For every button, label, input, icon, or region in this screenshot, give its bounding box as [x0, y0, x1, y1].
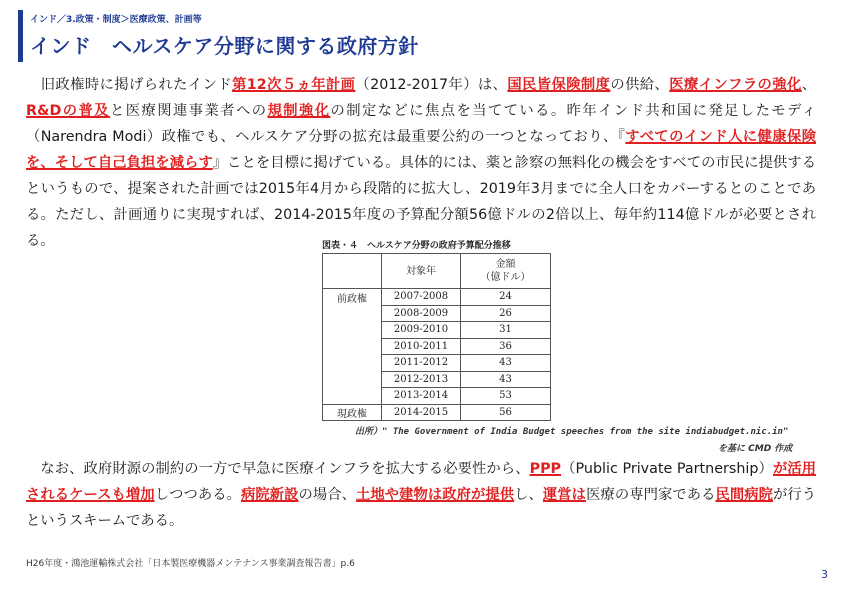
- text-segment: しつつある。: [154, 487, 241, 503]
- header-amount-label: 金額: [495, 259, 516, 270]
- highlighted-phrase: 医療インフラの強化: [669, 77, 802, 93]
- text-segment: 』ことを目標に掲げている。具体的には、薬と診察の無料化の機会をすべての市民に提供するというもので、提案された計画では2015年4月から段階的に拡大し、2019年3月までに全人口をカバーするとのことである。ただし、計画通りに実現すれば、2014-2015年度の予算配分額56億ドルの2倍以上、毎年約114億ドルが必要とされる。: [26, 155, 816, 249]
- year-cell: 2014-2015: [382, 404, 461, 421]
- highlighted-phrase: 規制強化: [267, 103, 331, 119]
- highlighted-phrase: すべてのインド人に健康保険を、そして自己負担を減らす: [26, 129, 816, 171]
- text-segment: の供給、: [610, 77, 670, 93]
- highlighted-phrase: が活用されるケースも増加: [26, 461, 817, 503]
- highlighted-phrase: 国民皆保険制度: [507, 77, 611, 93]
- amount-cell: 24: [461, 289, 551, 306]
- budget-table: [322, 253, 551, 421]
- breadcrumb: インド／3.政策・制度＞医療政策、計画等: [30, 15, 202, 25]
- era-cell: 前政権: [323, 289, 382, 306]
- year-cell: 2008-2009: [382, 305, 461, 322]
- page-title: インド ヘルスケア分野に関する政府方針: [30, 34, 419, 58]
- text-segment: 旧政権時に掲げられたインド: [26, 77, 233, 93]
- amount-cell: 53: [461, 388, 551, 405]
- year-cell: 2007-2008: [382, 289, 461, 306]
- year-cell: 2010-2011: [382, 338, 461, 355]
- text-segment: の制定などに焦点を当てている。昨年インド共和国に発足したモディ（Narendra Modi）政権でも、ヘルスケア分野の拡充は最重要公約の一つとなっており、『: [26, 103, 816, 145]
- highlighted-phrase: 民間病院: [715, 487, 773, 503]
- page-number: 3: [821, 568, 828, 581]
- table-row: [323, 305, 551, 322]
- era-cell: [323, 371, 382, 388]
- text-segment: の場合、: [298, 487, 356, 503]
- table-row: [323, 289, 551, 306]
- highlighted-phrase: 土地や建物は政府が提供: [356, 487, 515, 503]
- era-cell: [323, 322, 382, 339]
- text-segment: 、: [801, 77, 817, 93]
- table-row: [323, 371, 551, 388]
- amount-cell: 26: [461, 305, 551, 322]
- table-row: [323, 338, 551, 355]
- budget-table-body: [323, 289, 551, 421]
- highlighted-phrase: 第12次５ヵ年計画: [232, 77, 356, 93]
- amount-cell: 43: [461, 355, 551, 372]
- era-cell: 現政権: [323, 404, 382, 421]
- header-amount: [461, 254, 551, 289]
- table-source: 出所）" The Government of India Budget speeches from the site indiabudget.nic.in": [355, 427, 789, 437]
- text-segment: し、: [514, 487, 543, 503]
- highlighted-phrase: 運営は: [542, 487, 587, 503]
- era-cell: [323, 388, 382, 405]
- text-segment: （Public Private Partnership）: [561, 461, 773, 477]
- era-cell: [323, 355, 382, 372]
- paragraph-ppp: [26, 456, 816, 534]
- table-header-row: [323, 254, 551, 289]
- highlighted-phrase: R&Dの普及: [26, 103, 111, 119]
- highlighted-phrase: PPP: [529, 461, 562, 477]
- paragraph-policy-overview: [26, 72, 816, 254]
- year-cell: 2013-2014: [382, 388, 461, 405]
- table-row: [323, 388, 551, 405]
- table-row: [323, 404, 551, 421]
- text-segment: が行うというスキームである。: [26, 487, 817, 529]
- text-segment: （2012-2017年）は、: [355, 77, 508, 93]
- header-era: [323, 254, 382, 289]
- title-accent-bar: [18, 10, 23, 62]
- table-row: [323, 355, 551, 372]
- highlighted-phrase: 病院新設: [240, 487, 299, 503]
- table-row: [323, 322, 551, 339]
- table-source-credit: を基に CMD 作成: [718, 444, 793, 454]
- amount-cell: 31: [461, 322, 551, 339]
- era-cell: [323, 338, 382, 355]
- text-segment: 医療の専門家である: [586, 487, 716, 503]
- header-amount-unit: （億ドル）: [480, 272, 531, 283]
- table-caption: 図表・４ ヘルスケア分野の政府予算配分推移: [322, 241, 511, 251]
- amount-cell: 56: [461, 404, 551, 421]
- footnote: H26年度・鴻池運輸株式会社「日本製医療機器メンテナンス事業調査報告書」p.6: [26, 559, 355, 569]
- text-segment: なお、政府財源の制約の一方で早急に医療インフラを拡大する必要性から、: [26, 461, 530, 477]
- era-cell: [323, 305, 382, 322]
- year-cell: 2012-2013: [382, 371, 461, 388]
- text-segment: と医療関連事業者への: [110, 103, 268, 119]
- header-year: 対象年: [382, 254, 461, 289]
- year-cell: 2009-2010: [382, 322, 461, 339]
- amount-cell: 36: [461, 338, 551, 355]
- amount-cell: 43: [461, 371, 551, 388]
- year-cell: 2011-2012: [382, 355, 461, 372]
